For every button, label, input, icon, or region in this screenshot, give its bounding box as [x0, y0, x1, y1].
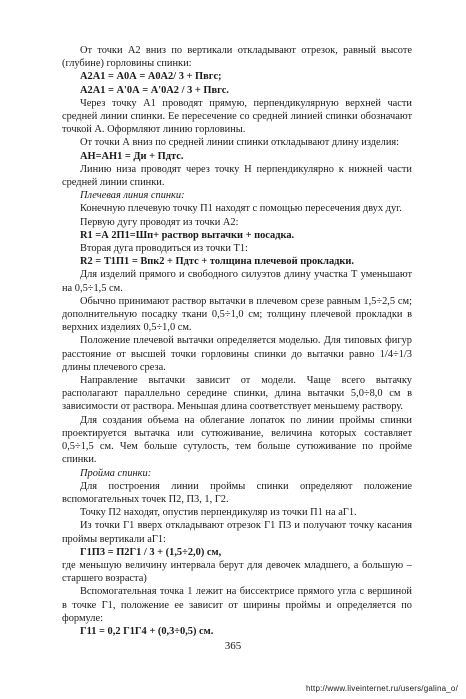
formula: R1 =А 2П1=Шп+ раствор вытачки + посадка.: [80, 229, 295, 241]
paragraph: Из точки Г1 вверх откладывают отрезок Г1 П3 и получают точку касания проймы вертикали аГ1:: [62, 520, 412, 545]
formula: Г11 = 0,2 Г1Г4 + (0,3÷0,5) см.: [80, 625, 214, 637]
paragraph: От точки А2 вниз по вертикали откладывают отрезок, равный высоте (глубине) горловины спинки:: [62, 45, 412, 70]
section-heading: Пройма спинки:: [80, 467, 152, 479]
formula: R2 = Т1П1 = Впк2 + Пдтс + толщина плечевой прокладки.: [80, 256, 355, 268]
paragraph: Направление вытачки зависит от модели. Чаще всего вытачку располагают параллельно середине спинки, длина вытачки 5,0÷8,0 см в зависимости от раствора. Меньшая длина соответствует меньшему раствору.: [62, 375, 412, 413]
paragraph: Для построения линии проймы спинки определяют положение вспомогательных точек П2, П3, 1, Г2.: [62, 480, 412, 505]
section-heading: Плечевая линия спинки:: [80, 190, 185, 202]
paragraph: Конечную плечевую точку П1 находят с помощью пересечения двух дуг.: [80, 203, 402, 215]
formula: Г1П3 = П2Г1 / 3 + (1,5÷2,0) см,: [80, 546, 222, 558]
paragraph: где меньшую величину интервала берут для девочек младшего, а большую – старшего возраста): [62, 559, 412, 585]
page-number: 365: [224, 640, 242, 652]
paragraph: От точки А вниз по средней линии спинки откладывают длину изделия:: [80, 137, 400, 149]
paragraph: Вспомогательная точка 1 лежит на биссектрисе прямого угла с вершиной в точке Г1, положение ее зависит от ширины проймы и определяется по формуле:: [62, 586, 412, 624]
paragraph: Через точку А1 проводят прямую, перпендикулярную верхней части средней линии спинки. Ее пересечение со средней линией спинки обозначают точкой А. Оформляют линию горловины.: [62, 97, 412, 136]
paragraph: Вторая дуга проводиться из точки Т1:: [80, 243, 248, 255]
paragraph: Для изделий прямого и свободного силуэтов длину участка Т уменьшают на 0,5÷1,5 см.: [62, 269, 412, 294]
paragraph: Положение плечевой вытачки определяется моделью. Для типовых фигур расстояние от высшей точки горловины спинки до вытачки равно 1/4÷1/3 длины плечевого среза.: [62, 335, 412, 373]
paragraph: Точку П2 находят, опустив перпендикуляр из точки П1 на аГ1.: [80, 507, 357, 519]
formula: АН=АН1 = Ди + Пдтс.: [80, 150, 184, 162]
paragraph: Для создания объема на облегание лопаток по линии проймы спинки проектируется вытачка или сутюживание, величина которых составляет 0,5÷1,5 см. Чем больше сутулость, тем больше сутюживание по пройме спинки.: [62, 414, 412, 466]
paragraph: Линию низа проводят через точку Н перпендикулярно к нижней части средней линии спинки.: [62, 163, 412, 189]
page-body: [62, 44, 412, 638]
footer-url: http://www.liveinternet.ru/users/galina_o/: [305, 684, 458, 693]
formula: А2А1 = А'0А = А'0А2 / 3 + Пвгс.: [80, 84, 230, 96]
paragraph: Обычно принимают раствор вытачки в плечевом срезе равным 1,5÷2,5 см; дополнительную посадку ткани 0,5÷1,0 см; толщину плечевой прокладки в верхних изделиях 0,5÷1,0 см.: [62, 295, 412, 334]
formula: А2А1 = А0А = А0А2/ 3 + Пвгс;: [80, 71, 222, 83]
paragraph: Первую дугу проводят из точки А2:: [80, 216, 239, 228]
